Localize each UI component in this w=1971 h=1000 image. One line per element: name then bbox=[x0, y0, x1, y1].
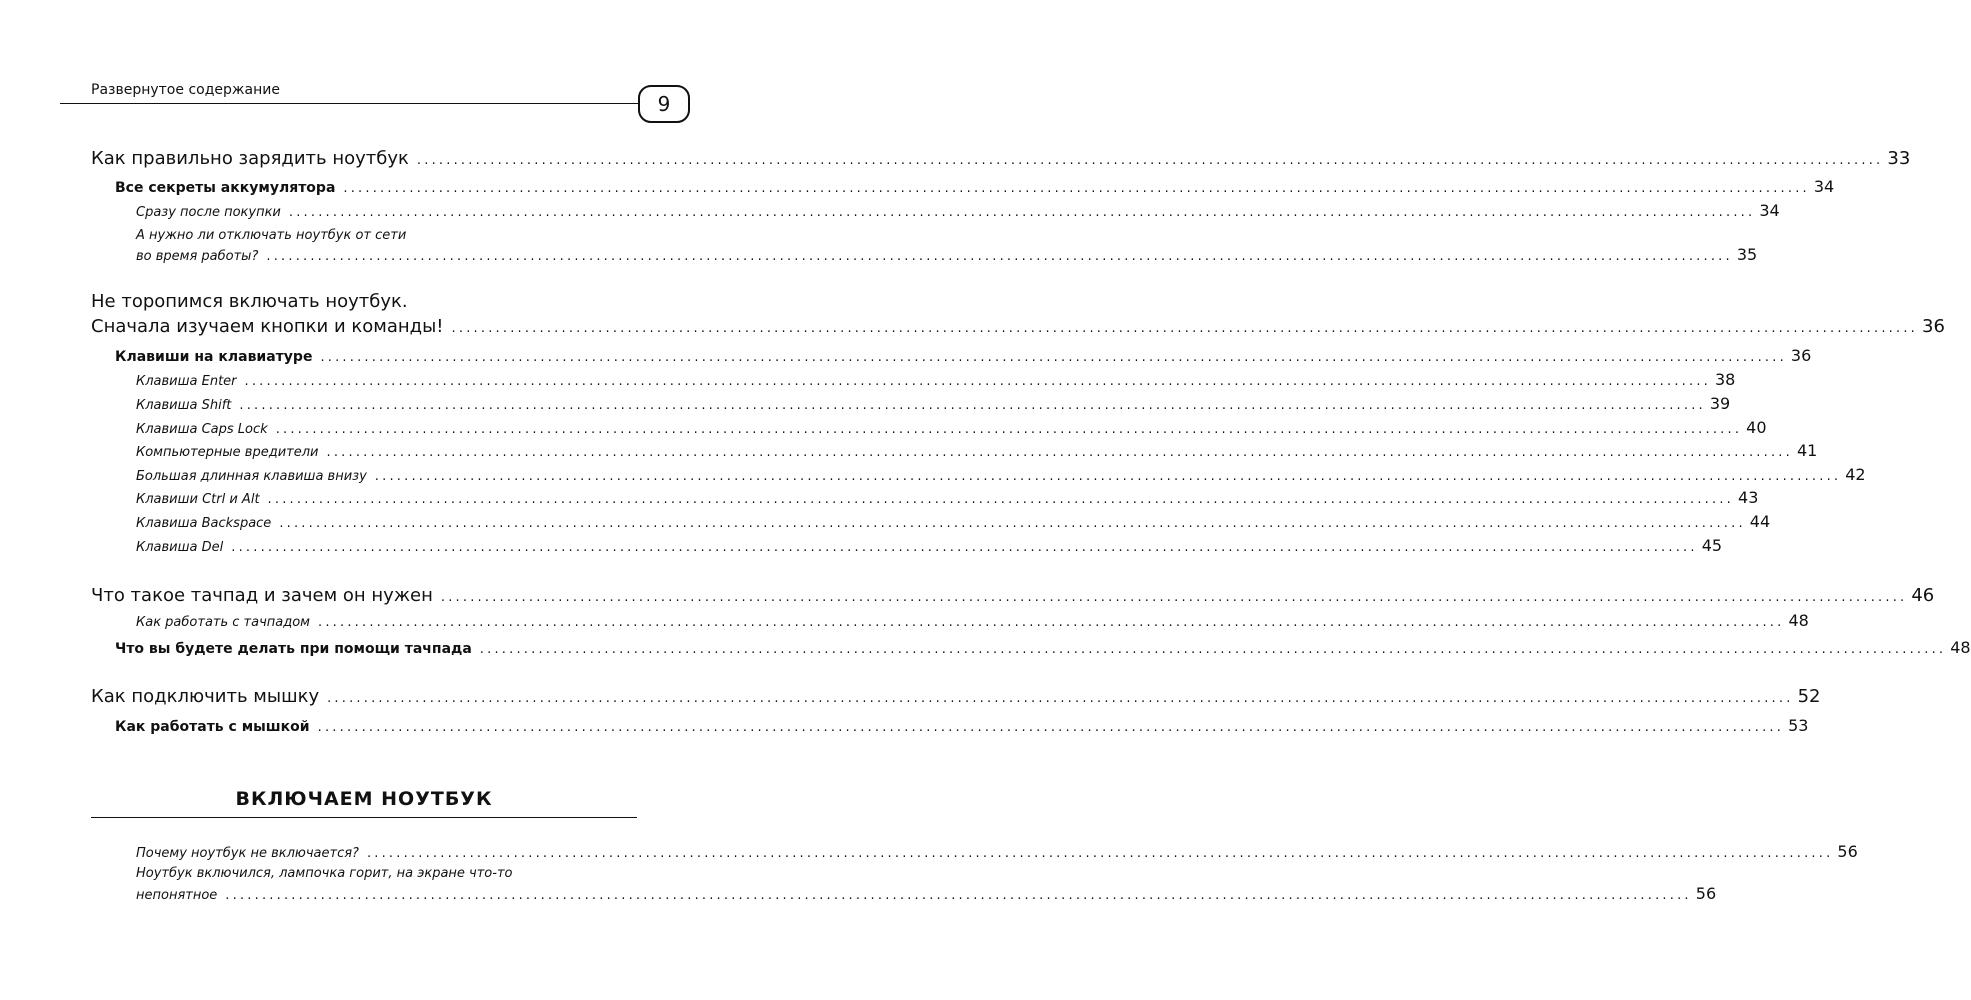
toc-entry-title: Как работать с мышкой bbox=[115, 719, 310, 735]
dot-leader: ........................................................................................................................................................................................................ bbox=[366, 846, 1834, 861]
toc-entry[interactable] bbox=[91, 148, 1911, 169]
toc-entry-page: 53 bbox=[1788, 716, 1809, 735]
toc-entry-page: 44 bbox=[1749, 512, 1771, 531]
toc-entry-title: Большая длинная клавиша внизу bbox=[136, 469, 367, 484]
toc-entry-title: Сразу после покупки bbox=[136, 205, 281, 220]
toc-entry-title: Как правильно зарядить ноутбук bbox=[91, 148, 409, 169]
running-header-title: Развернутое содержание bbox=[91, 82, 280, 98]
toc-entry[interactable] bbox=[136, 441, 1818, 460]
toc-entry-title: Что такое тачпад и зачем он нужен bbox=[91, 585, 433, 606]
header-rule bbox=[60, 103, 640, 104]
toc-entry[interactable] bbox=[136, 201, 1780, 220]
toc-entry-title: Все секреты аккумулятора bbox=[115, 180, 336, 196]
toc-entry-page: 35 bbox=[1736, 245, 1758, 264]
dot-leader: ........................................................................................................................................................................................................ bbox=[244, 374, 1711, 389]
toc-entry-page: 39 bbox=[1709, 394, 1731, 413]
toc-entry[interactable] bbox=[136, 512, 1771, 531]
toc-entry-page: 48 bbox=[1950, 638, 1971, 657]
dot-leader: ........................................................................................................................................................................................................ bbox=[416, 153, 1884, 168]
toc-entry-title: во время работы? bbox=[136, 249, 259, 264]
dot-leader: ........................................................................................................................................................................................................ bbox=[267, 492, 1735, 507]
section-rule bbox=[91, 817, 637, 818]
toc-entry[interactable] bbox=[115, 177, 1835, 196]
dot-leader: ........................................................................................................................................................................................................ bbox=[479, 642, 1947, 657]
toc-entry-page: 33 bbox=[1887, 148, 1911, 169]
toc-entry-page: 42 bbox=[1845, 465, 1866, 484]
toc-entry[interactable] bbox=[136, 611, 1809, 630]
dot-leader: ........................................................................................................................................................................................................ bbox=[317, 720, 1785, 735]
toc-entry-title: Что вы будете делать при помощи тачпада bbox=[115, 641, 472, 657]
dot-leader: ........................................................................................................................................................................................................ bbox=[225, 888, 1692, 903]
dot-leader: ........................................................................................................................................................................................................ bbox=[374, 469, 1842, 484]
dot-leader: ........................................................................................................................................................................................................ bbox=[326, 445, 1793, 460]
dot-leader: ........................................................................................................................................................................................................ bbox=[231, 540, 1698, 555]
toc-entry-title: Как работать с тачпадом bbox=[136, 615, 310, 630]
toc-entry[interactable] bbox=[136, 370, 1736, 389]
toc-entry-page: 48 bbox=[1788, 611, 1809, 630]
toc-entry-title: Почему ноутбук не включается? bbox=[136, 846, 359, 861]
toc-entry-title: Клавиша Del bbox=[136, 540, 224, 555]
toc-entry[interactable] bbox=[136, 488, 1759, 507]
toc-entry-page: 52 bbox=[1797, 686, 1821, 707]
toc-entry-title-line1: Ноутбук включился, лампочка горит, на экране что-то bbox=[136, 866, 513, 881]
toc-entry[interactable] bbox=[136, 394, 1731, 413]
toc-entry-page: 36 bbox=[1790, 346, 1812, 365]
dot-leader: ........................................................................................................................................................................................................ bbox=[279, 516, 1746, 531]
toc-entry-title-line1: А нужно ли отключать ноутбук от сети bbox=[136, 228, 407, 243]
toc-entry-title: Клавиша Enter bbox=[136, 374, 237, 389]
toc-entry[interactable] bbox=[136, 418, 1767, 437]
toc-entry[interactable] bbox=[115, 716, 1809, 735]
section-heading: ВКЛЮЧАЕМ НОУТБУК bbox=[235, 788, 493, 810]
dot-leader: ........................................................................................................................................................................................................ bbox=[275, 422, 1743, 437]
page-number-badge: 9 bbox=[638, 85, 690, 123]
dot-leader: ........................................................................................................................................................................................................ bbox=[288, 205, 1756, 220]
toc-entry-page: 34 bbox=[1813, 177, 1835, 196]
dot-leader: ........................................................................................................................................................................................................ bbox=[451, 321, 1918, 336]
toc-entry[interactable] bbox=[136, 884, 1717, 903]
toc-entry-page: 56 bbox=[1695, 884, 1717, 903]
toc-entry-title-line1: Не торопимся включать ноутбук. bbox=[91, 291, 408, 312]
toc-entry-page: 38 bbox=[1714, 370, 1736, 389]
toc-entry-title: Сначала изучаем кнопки и команды! bbox=[91, 316, 444, 337]
dot-leader: ........................................................................................................................................................................................................ bbox=[320, 350, 1787, 365]
toc-entry[interactable] bbox=[91, 585, 1935, 606]
toc-entry-title: Клавиши Ctrl и Alt bbox=[136, 492, 260, 507]
toc-entry[interactable] bbox=[136, 245, 1758, 264]
toc-entry-page: 45 bbox=[1701, 536, 1723, 555]
toc-entry-page: 40 bbox=[1746, 418, 1767, 437]
toc-entry[interactable] bbox=[136, 465, 1866, 484]
dot-leader: ........................................................................................................................................................................................................ bbox=[266, 249, 1733, 264]
toc-entry[interactable] bbox=[115, 638, 1971, 657]
toc-entry[interactable] bbox=[91, 316, 1945, 337]
toc-entry-title: Компьютерные вредители bbox=[136, 445, 319, 460]
dot-leader: ........................................................................................................................................................................................................ bbox=[343, 181, 1810, 196]
dot-leader: ........................................................................................................................................................................................................ bbox=[239, 398, 1706, 413]
dot-leader: ........................................................................................................................................................................................................ bbox=[318, 615, 1785, 630]
toc-entry[interactable] bbox=[91, 686, 1821, 707]
toc-entry-title: Клавиши на клавиатуре bbox=[115, 349, 313, 365]
toc-entry-title: Клавиша Caps Lock bbox=[136, 422, 268, 437]
toc-entry-page: 41 bbox=[1796, 441, 1818, 460]
toc-entry-title: Клавиша Backspace bbox=[136, 516, 272, 531]
toc-entry-page: 34 bbox=[1759, 201, 1780, 220]
toc-entry-page: 46 bbox=[1911, 585, 1935, 606]
toc-entry[interactable] bbox=[115, 346, 1812, 365]
toc-entry[interactable] bbox=[136, 536, 1723, 555]
toc-entry-page: 56 bbox=[1837, 842, 1858, 861]
dot-leader: ........................................................................................................................................................................................................ bbox=[327, 691, 1794, 706]
toc-entry[interactable] bbox=[136, 842, 1858, 861]
toc-entry-title: непонятное bbox=[136, 888, 218, 903]
toc-entry-page: 36 bbox=[1922, 316, 1945, 337]
dot-leader: ........................................................................................................................................................................................................ bbox=[440, 590, 1908, 605]
toc-entry-title: Клавиша Shift bbox=[136, 398, 232, 413]
toc-entry-page: 43 bbox=[1738, 488, 1759, 507]
toc-entry-title: Как подключить мышку bbox=[91, 686, 320, 707]
